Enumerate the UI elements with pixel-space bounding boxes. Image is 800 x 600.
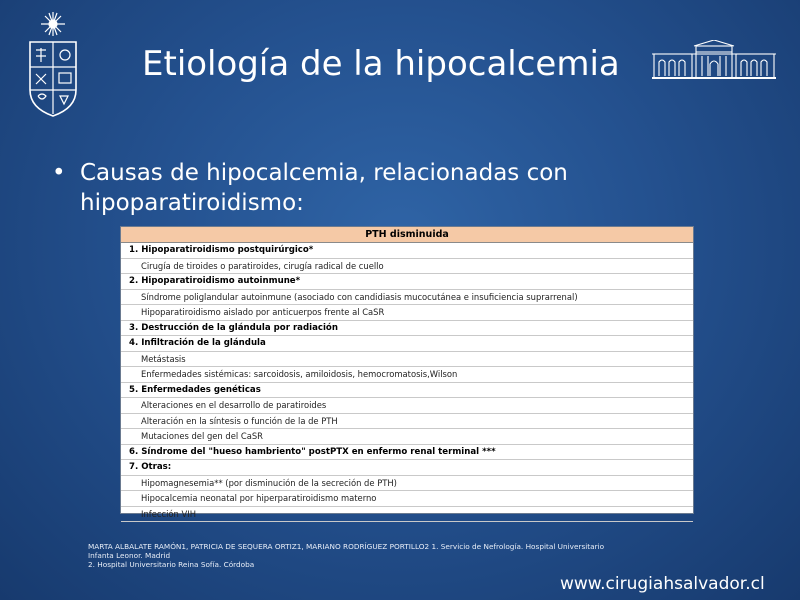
citation-line: Infanta Leonor. Madrid [88,551,171,561]
citation-line: MARTA ALBALATE RAMÓN1, PATRICIA DE SEQUERA ORTIZ1, MARIANO RODRÍGUEZ PORTILLO2 1. Servicio de Nefrología. Hospital Universitario [88,542,605,551]
table-category-row: 1. Hipoparatiroidismo postquirúrgico* [121,243,693,259]
citation-line: 2. Hospital Universitario Reina Sofía. Córdoba [88,560,255,570]
table-category-row: 5. Enfermedades genéticas [121,383,693,399]
table-row: Alteración en la síntesis o función de la de PTH [121,414,693,430]
table-row: Infección VIH [121,507,693,523]
citation [88,542,748,570]
hospital-building-icon [650,40,778,80]
table-row: Metástasis [121,352,693,368]
bullet-marker: • [52,160,66,186]
slide-title: Etiología de la hipocalcemia [142,44,620,84]
table-category-row: 2. Hipoparatiroidismo autoinmune* [121,274,693,290]
table-category-row: 6. Síndrome del "hueso hambriento" postPTX en enfermo renal terminal *** [121,445,693,461]
causes-table [120,226,694,519]
table-row: Hipoparatiroidismo aislado por anticuerpos frente al CaSR [121,305,693,321]
table-row: Enfermedades sistémicas: sarcoidosis, amiloidosis, hemocromatosis,Wilson [121,367,693,383]
bullet-text: Causas de hipocalcemia, relacionadas con hipoparatiroidismo: [80,160,568,216]
table-category-row: 7. Otras: [121,460,693,476]
website-url: www.cirugiahsalvador.cl [560,574,765,594]
table-row: Hipomagnesemia** (por disminución de la secreción de PTH) [121,476,693,492]
bullet-item [52,158,732,218]
table-row: Alteraciones en el desarrollo de paratiroides [121,398,693,414]
table-header: PTH disminuida [121,227,693,243]
table-row: Síndrome poliglandular autoinmune (asociado con candidiasis mucocutánea e insuficiencia suprarrenal) [121,290,693,306]
table-row: Hipocalcemia neonatal por hiperparatiroidismo materno [121,491,693,507]
university-crest-icon [22,10,84,120]
table-category-row: 4. Infiltración de la glándula [121,336,693,352]
table-row: Mutaciones del gen del CaSR [121,429,693,445]
table-body [121,243,693,522]
table-category-row: 3. Destrucción de la glándula por radiación [121,321,693,337]
table-row: Cirugía de tiroides o paratiroides, cirugía radical de cuello [121,259,693,275]
